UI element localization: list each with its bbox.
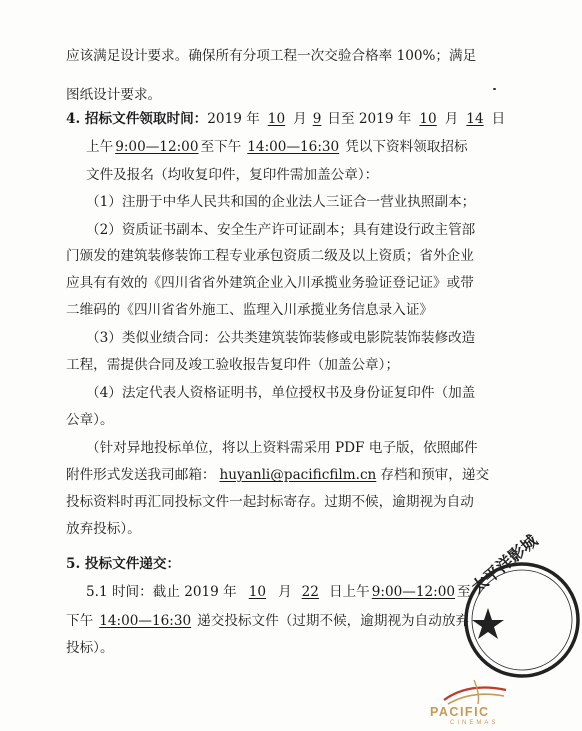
list-item: （3）类似业绩合同：公共类建筑装饰装修或电影院装饰装修改造 — [86, 330, 476, 346]
paragraph-line: 应该满足设计要求。确保所有分项工程一次交验合格率 100%；满足 — [66, 48, 477, 64]
list-item: （2）资质证书副本、安全生产许可证副本；具有建设行政主管部 — [86, 222, 476, 238]
time-field: 9:00—12:00 — [371, 584, 456, 600]
day-field: 22 — [301, 584, 319, 600]
list-item: （4）法定代表人资格证明书，单位授权书及身份证复印件（加盖 — [86, 385, 476, 401]
email-link: huyanli@pacificfilm.cn — [219, 467, 377, 483]
paragraph-line: 二维码的《四川省省外施工、监理入川承揽业务信息录入证》 — [66, 302, 434, 318]
paragraph-line: 工程，需提供合同及竣工验收报告复印件（加盖公章）； — [66, 357, 400, 373]
month-field: 10 — [419, 111, 437, 127]
time-field: 9:00—12:00 — [115, 139, 199, 155]
paragraph-line: 下午 14:00—16:30 递交投标文件（过期不候，逾期视为自动放弃 — [66, 613, 470, 629]
paragraph-line: 放弃投标）。 — [66, 521, 141, 537]
paragraph-line: 门颁发的建筑装修装饰工程专业承包资质二级及以上资质；省外企业 — [66, 248, 474, 264]
paragraph-line: （针对异地投标单位，将以上资料需采用 PDF 电子版，依照邮件 — [86, 440, 478, 456]
list-item: （1）注册于中华人民共和国的企业法人三证合一营业执照副本； — [86, 194, 476, 210]
paragraph-line: 投标资料时再汇同投标文件一起封标寄存。过期不候，逾期视为自动 — [66, 494, 474, 510]
day-field: 14 — [466, 111, 484, 127]
time-field: 14:00—16:30 — [99, 613, 192, 629]
seal-text: 太平洋影城 — [467, 530, 542, 597]
paragraph-line: 投标）。 — [66, 640, 114, 656]
paragraph-line: 5.1 时间：截止 2019 年 10 月 22 日上午 9:00—12:00 至 — [86, 584, 471, 600]
paragraph-line: 附件形式发送我司邮箱： huyanli@pacificfilm.cn 存档和预审，递交 — [66, 467, 490, 483]
section-4-title: 4. 招标文件领取时间： — [66, 111, 208, 127]
logo-subtitle: CINEMAS — [450, 720, 499, 726]
day-field: 9 — [312, 111, 322, 127]
pacific-cinemas-logo-icon — [424, 668, 514, 728]
section-5-title: 5. 投标文件递交： — [66, 556, 181, 572]
speck — [493, 88, 496, 90]
paragraph-line: 上午 9:00—12:00 至下午 14:00—16:30 凭以下资料领取招标 — [86, 139, 468, 155]
paragraph-line: 图纸设计要求。 — [66, 87, 162, 103]
month-field: 10 — [248, 584, 267, 600]
logo-wordmark: PACIFIC — [430, 705, 490, 719]
company-seal-stamp — [462, 530, 582, 680]
month-field: 10 — [267, 111, 286, 127]
paragraph-line: 文件及报名（均收复印件，复印件需加盖公章）： — [86, 167, 379, 183]
paragraph-line: 公章）。 — [66, 412, 114, 428]
section-4-line: 4. 招标文件领取时间：2019 年 10 月 9 日至 2019 年 10 月 14 日 — [66, 111, 506, 127]
paragraph-line: 应具有有效的《四川省省外建筑企业入川承揽业务验证登记证》或带 — [66, 275, 474, 291]
time-field: 14:00—16:30 — [247, 139, 340, 155]
